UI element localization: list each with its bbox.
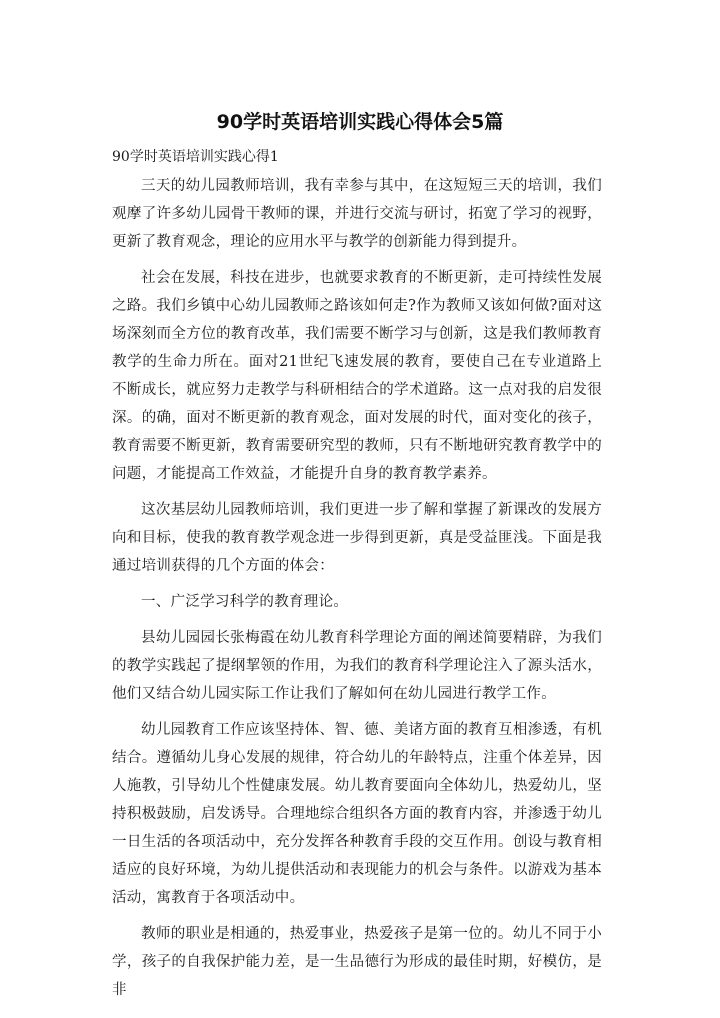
paragraph: 教师的职业是相通的，热爱事业，热爱孩子是第一位的。幼儿不同于小学，孩子的自我保护能力差，是一生品德行为形成的最佳时期，好模仿，是非: [112, 926, 602, 998]
paragraph: 一、广泛学习科学的教育理论。: [141, 594, 349, 610]
document-body: [112, 172, 602, 1012]
document-title: 90学时英语培训实践心得体会5篇: [216, 111, 504, 133]
paragraph: 社会在发展，科技在进步，也就要求教育的不断更新，走可持续性发展之路。我们乡镇中心幼儿园教师之路该如何走?作为教师又该如何做?面对这场深刻而全方位的教育改革，我们需要不断学习与创新，这是我们教师教育教学的生命力所在。面对21世纪飞速发展的教育，要使自己在专业道路上不断成长，就应努力走教学与科研相结合的学术道路。这一点对我的启发很深。的确，面对不断更新的教育观念，面对发展的时代，面对变化的孩子，教育需要不断更新，教育需要研究型的教师，只有不断地研究教育教学中的问题，才能提高工作效益，才能提升自身的教育教学素养。: [112, 270, 602, 482]
paragraph: 幼儿园教育工作应该坚持体、智、德、美诸方面的教育互相渗透，有机结合。遵循幼儿身心发展的规律，符合幼儿的年龄特点，注重个体差异，因人施教，引导幼儿个性健康发展。幼儿教育要面向全体幼儿，热爱幼儿，坚持积极鼓励，启发诱导。合理地综合组织各方面的教育内容，并渗透于幼儿一日生活的各项活动中，充分发挥各种教育手段的交互作用。创设与教育相适应的良好环境，为幼儿提供活动和表现能力的机会与条件。以游戏为基本活动，寓教育于各项活动中。: [112, 722, 602, 906]
paragraph: 这次基层幼儿园教师培训，我们更进一步了解和掌握了新课改的发展方向和目标，使我的教育教学观念进一步得到更新，真是受益匪浅。下面是我通过培训获得的几个方面的体会：: [112, 502, 602, 574]
document-subtitle: 90学时英语培训实践心得1: [112, 149, 279, 165]
paragraph: 三天的幼儿园教师培训，我有幸参与其中，在这短短三天的培训，我们观摩了许多幼儿园骨干教师的课，并进行交流与研讨，拓宽了学习的视野，更新了教育观念，理论的应用水平与教学的创新能力得到提升。: [112, 178, 602, 250]
paragraph: 县幼儿园园长张梅霞在幼儿教育科学理论方面的阐述简要精辟，为我们的教学实践起了提纲挈领的作用，为我们的教育科学理论注入了源头活水，他们又结合幼儿园实际工作让我们了解如何在幼儿园进行教学工作。: [112, 630, 602, 702]
